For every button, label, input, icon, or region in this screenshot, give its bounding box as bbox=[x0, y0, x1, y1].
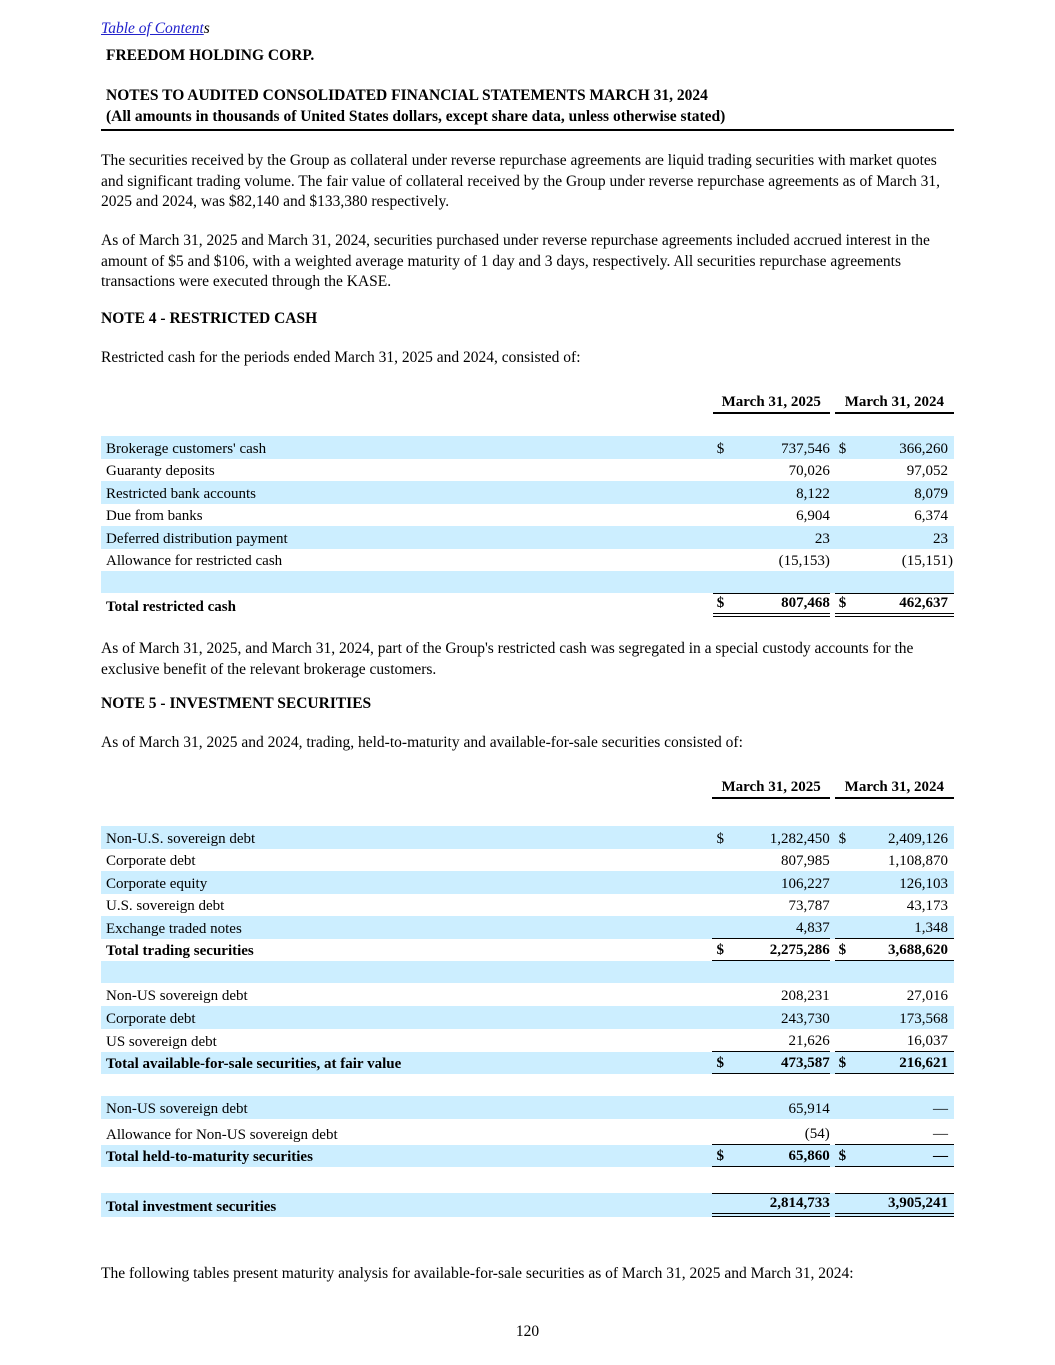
table-row: Due from banks 6,904 6,374 bbox=[106, 508, 948, 524]
table-row: Non-US sovereign debt 65,914 — bbox=[101, 1096, 954, 1119]
toc-link-tail: s bbox=[203, 20, 210, 37]
paragraph-collateral: The securities received by the Group as collateral under reverse repurchase agreements are liquid trading securities with market quotes and significant trading volume. The fair value of collateral received by the Group under reverse repurchase agreements as of March 31, 2025 and 2024, was $82,140 and $133,380 respectively. bbox=[101, 152, 940, 210]
table-row: Non-U.S. sovereign debt $ 1,282,450 $ 2,409,126 bbox=[101, 826, 954, 849]
toc-link-text[interactable]: Table of Content bbox=[101, 20, 204, 37]
table-row: U.S. sovereign debt 73,787 43,173 bbox=[106, 898, 948, 914]
table-total-row: Total restricted cash $ 807,468 $ 462,637 bbox=[101, 593, 954, 617]
table-row: Guaranty deposits 70,026 97,052 bbox=[106, 463, 948, 479]
table-header-row bbox=[101, 777, 954, 799]
table-row: Corporate equity 106,227 126,103 bbox=[101, 871, 954, 894]
restricted-cash-table bbox=[101, 392, 954, 617]
column-header-2024: March 31, 2024 bbox=[835, 392, 954, 414]
table-row: Corporate debt 807,985 1,108,870 bbox=[106, 853, 948, 869]
table-of-contents-link[interactable] bbox=[101, 20, 210, 38]
table-row: Non-US sovereign debt 208,231 27,016 bbox=[106, 987, 948, 1004]
document-header bbox=[101, 85, 954, 131]
table-row: Exchange traded notes 4,837 1,348 bbox=[101, 916, 954, 939]
column-header-2025: March 31, 2025 bbox=[712, 777, 829, 799]
table-subtotal-row: Total held-to-maturity securities $ 65,860 $ — bbox=[101, 1145, 954, 1168]
table-header-row bbox=[101, 392, 954, 414]
note4-heading: NOTE 4 - RESTRICTED CASH bbox=[101, 310, 318, 327]
table-row: Allowance for restricted cash (15,153) (15,151) bbox=[106, 553, 953, 569]
paragraph-custody: As of March 31, 2025, and March 31, 2024, part of the Group's restricted cash was segregated in a special custody accounts for the exclusive benefit of the relevant brokerage customers. bbox=[101, 640, 914, 678]
table-row: Brokerage customers' cash $ 737,546 $ 366,260 bbox=[101, 436, 954, 459]
table-row: Corporate debt 243,730 173,568 bbox=[101, 1006, 954, 1029]
table-row: Allowance for Non-US sovereign debt (54) — bbox=[101, 1119, 954, 1145]
table-row: Restricted bank accounts 8,122 8,079 bbox=[101, 481, 954, 504]
table-row: Deferred distribution payment 23 23 bbox=[101, 526, 954, 549]
column-header-2024: March 31, 2024 bbox=[835, 777, 954, 799]
table-subtotal-row: Total trading securities $ 2,275,286 $ 3,688,620 bbox=[101, 939, 954, 962]
paragraph-accrued-interest: As of March 31, 2025 and March 31, 2024, securities purchased under reverse repurchase agreements included accrued interest in the amount of $5 and $106, with a weighted average maturity of 1 day and 3 days, respectively. All securities repurchase agreements transactions were executed through the KASE. bbox=[101, 232, 930, 290]
paragraph-maturity-analysis: The following tables present maturity analysis for available-for-sale securities as of March 31, 2025 and March 31, 2024: bbox=[101, 1265, 854, 1282]
note4-intro: Restricted cash for the periods ended March 31, 2025 and 2024, consisted of: bbox=[101, 349, 581, 366]
page-subtitle: (All amounts in thousands of United States dollars, except share data, unless otherwise stated) bbox=[106, 108, 726, 125]
table-subtotal-row: Total available-for-sale securities, at fair value $ 473,587 $ 216,621 bbox=[101, 1052, 954, 1075]
column-header-2025: March 31, 2025 bbox=[713, 392, 830, 414]
table-total-row: Total investment securities 2,814,733 3,905,241 bbox=[101, 1193, 954, 1217]
table-row: US sovereign debt 21,626 16,037 bbox=[101, 1029, 954, 1052]
page-title: NOTES TO AUDITED CONSOLIDATED FINANCIAL STATEMENTS MARCH 31, 2024 bbox=[106, 87, 708, 104]
company-name: FREEDOM HOLDING CORP. bbox=[106, 47, 315, 64]
investment-securities-table bbox=[101, 777, 954, 1217]
page-number: 120 bbox=[515, 1323, 540, 1340]
note5-intro: As of March 31, 2025 and 2024, trading, held-to-maturity and available-for-sale securities consisted of: bbox=[101, 734, 743, 751]
note5-heading: NOTE 5 - INVESTMENT SECURITIES bbox=[101, 695, 372, 712]
